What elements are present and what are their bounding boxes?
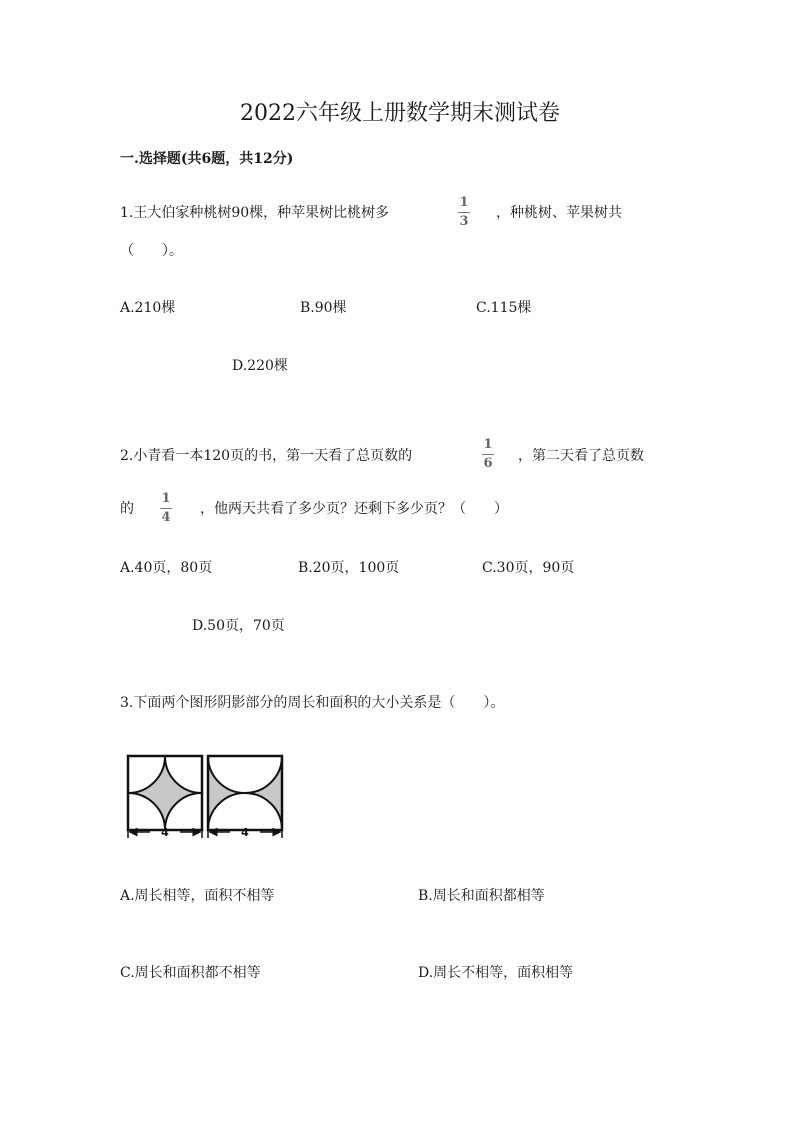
- q2-fraction-2: [160, 491, 172, 526]
- right-square-figure: [208, 756, 282, 830]
- page-title: 2022六年级上册数学期末测试卷: [240, 101, 560, 126]
- q3-option-c[interactable]: C.周长和面积都不相等: [120, 965, 261, 981]
- q2-text-a: 2.小青看一本120页的书，第一天看了总页数的: [120, 448, 413, 464]
- q3-text: 3.下面两个图形阴影部分的周长和面积的大小关系是（ ）。: [120, 695, 505, 711]
- q2-fraction: [482, 437, 494, 472]
- q1-fraction-numerator: 1: [459, 195, 469, 210]
- q1-text-line2: （ ）。: [120, 243, 183, 259]
- left-square-figure: [128, 756, 202, 830]
- q3-figure: [120, 748, 290, 843]
- q1-text-a: 1.王大伯家种桃树90棵，种苹果树比桃树多: [120, 205, 390, 221]
- q2-fraction-numerator: 1: [483, 437, 493, 452]
- fraction-bar: [482, 454, 494, 455]
- q1-option-a[interactable]: A.210棵: [120, 300, 176, 316]
- fraction-bar: [458, 212, 470, 213]
- q1-option-b[interactable]: B.90棵: [300, 300, 347, 316]
- q3-option-a[interactable]: A.周长相等，面积不相等: [120, 888, 275, 904]
- q2-fraction-2-numerator: 1: [161, 491, 171, 506]
- q2-fraction-denominator: 6: [483, 456, 493, 471]
- left-shaded-region: [128, 756, 202, 830]
- q2-option-c[interactable]: C.30页，90页: [482, 560, 575, 576]
- right-dimension-label: 4: [241, 826, 249, 839]
- q1-fraction: [458, 195, 470, 230]
- q1-text-b: ，种桃树、苹果树共: [496, 205, 622, 221]
- q3-option-d[interactable]: D.周长不相等，面积相等: [418, 965, 574, 981]
- q2-option-b[interactable]: B.20页，100页: [298, 560, 400, 576]
- q2-fraction-2-denominator: 4: [161, 510, 171, 525]
- q2-option-d[interactable]: D.50页，70页: [192, 618, 285, 634]
- left-dimension-label: 4: [161, 826, 169, 839]
- q2-text-d: ，他两天共看了多少页？还剩下多少页？（ ）: [200, 501, 508, 517]
- section-heading: 一.选择题(共6题，共12分): [120, 151, 294, 167]
- q1-option-d[interactable]: D.220棵: [232, 358, 288, 374]
- q3-option-b[interactable]: B.周长和面积都相等: [418, 888, 545, 904]
- q1-fraction-denominator: 3: [459, 214, 469, 229]
- fraction-bar: [160, 508, 172, 509]
- q2-text-b: ，第二天看了总页数: [518, 448, 644, 464]
- q2-text-c: 的: [120, 501, 134, 517]
- q1-option-c[interactable]: C.115棵: [476, 300, 532, 316]
- q2-option-a[interactable]: A.40页，80页: [120, 560, 213, 576]
